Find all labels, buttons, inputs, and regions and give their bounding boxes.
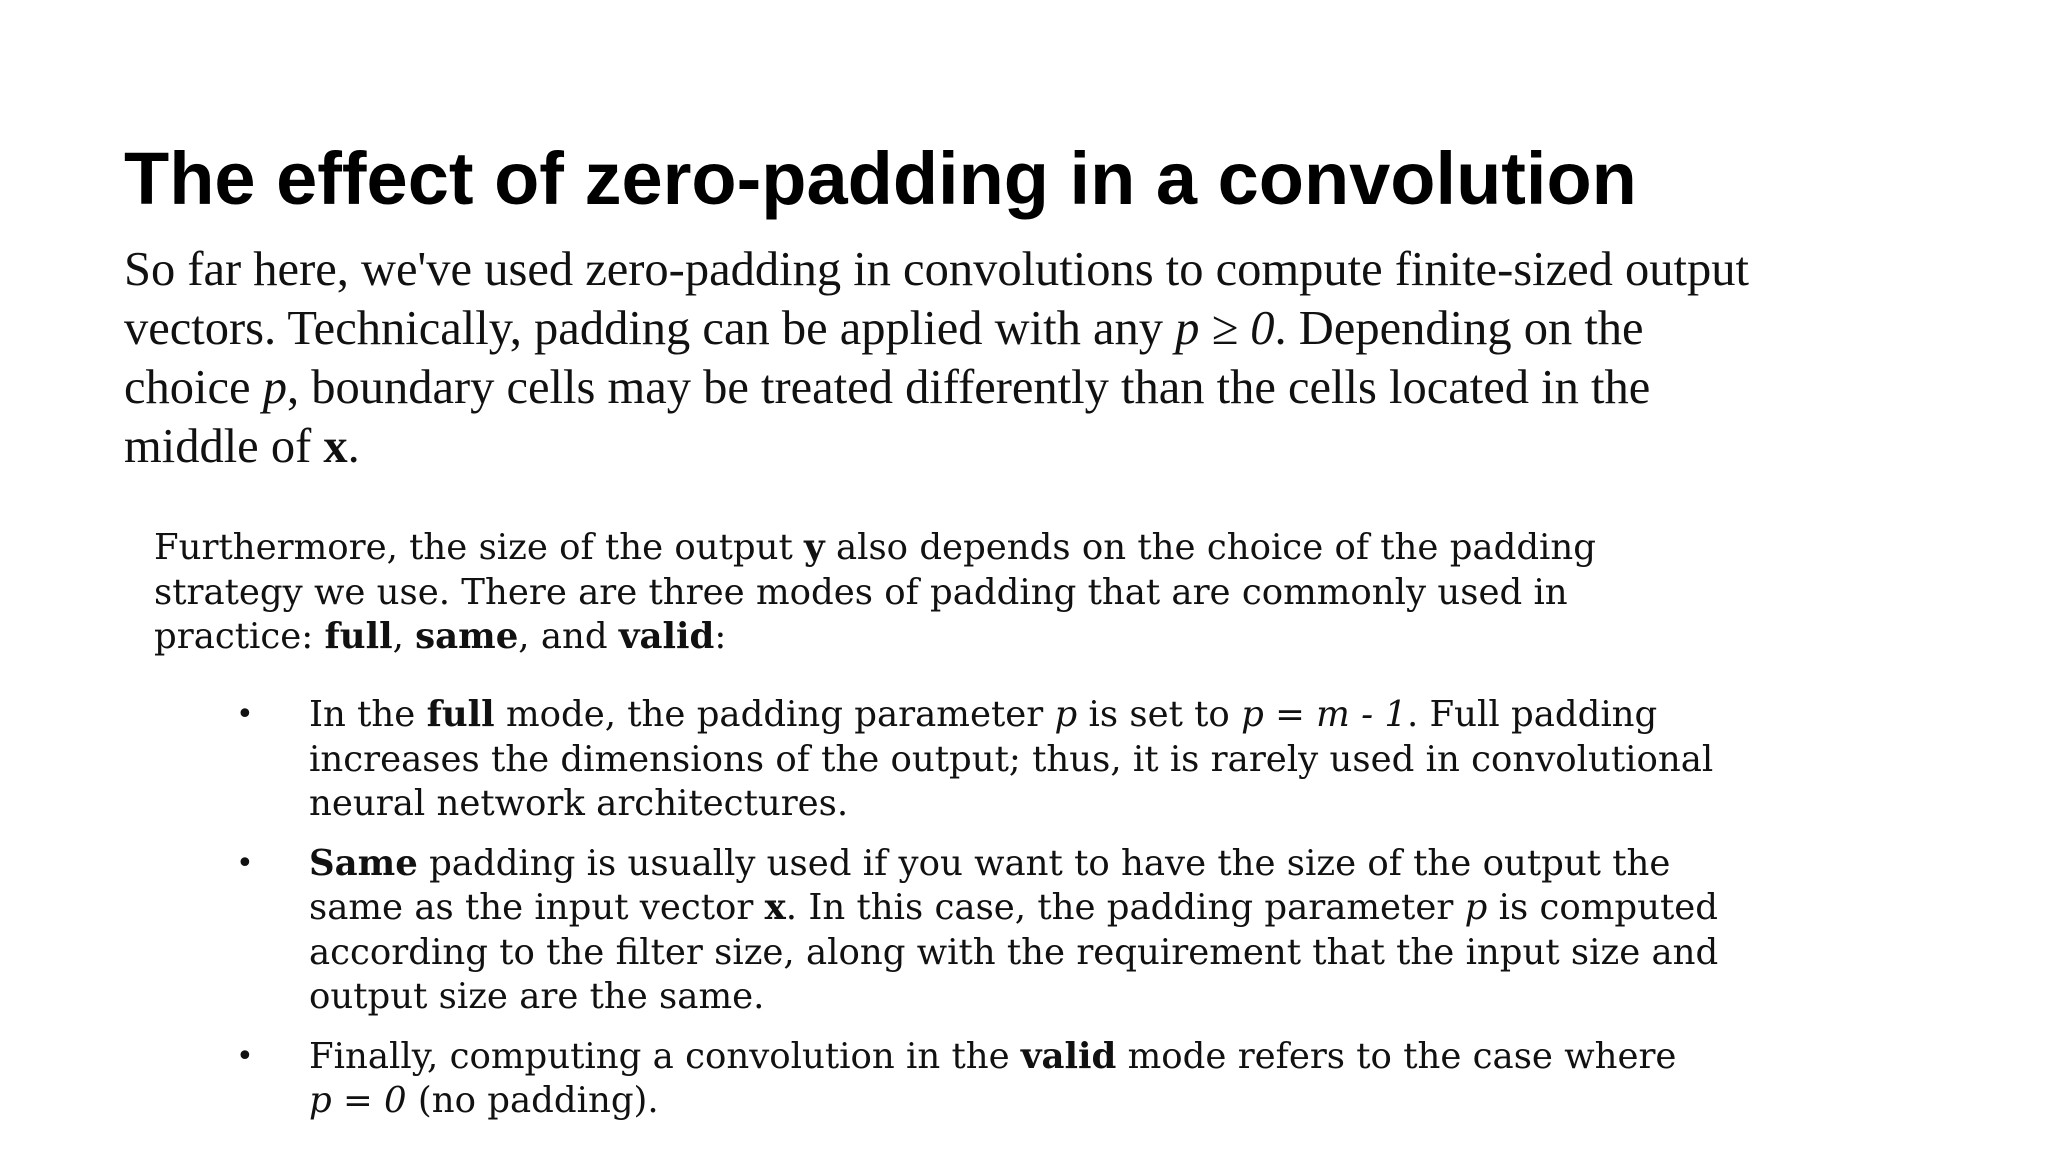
intro-line-3: choice p, boundary cells may be treated differently than the cells located in the [124,361,1651,414]
variable-p: p [262,361,287,414]
bullet-icon: • [236,1038,254,1074]
full-padding-equation: p = m - 1 [1241,694,1407,735]
padding-modes-list [154,693,1718,1139]
mode-full-label: full [324,616,393,657]
intro-paragraph [124,240,2004,476]
excerpt-paragraph: Furthermore, the size of the output y also depends on the choice of the padding strategy we use. There are three modes of padding that are commonly used in practice: full, same, and valid: [154,527,1596,657]
list-item-same-mode: • Same padding is usually used if you want to have the size of the output the same as the input vector x. In this case, the padding parameter p is computed according to the filter size, along with the requirement that the input size and output size are the same. [236,842,1719,1017]
mode-valid-label: valid [618,616,715,657]
list-item-valid-mode: • Finally, computing a convolution in the valid mode refers to the case where p = 0 (no padding). [236,1035,1677,1121]
bullet-icon: • [236,697,254,732]
bullet-icon: • [236,845,254,881]
intro-line-4: middle of x. [124,420,360,473]
valid-padding-equation: p = 0 [309,1080,407,1121]
list-item-full-mode: • In the full mode, the padding parameter p is set to p = m - 1. Full padding increases the dimensions of the output; thus, it is rarely used in convolutional neural network architectures. [236,694,1714,824]
mode-same-label: same [415,616,519,657]
book-excerpt [154,526,1994,1121]
slide-title: The effect of zero-padding in a convolution [124,137,1637,220]
padding-condition-math: p ≥ 0 [1175,302,1275,355]
intro-line-1: So far here, we've used zero-padding in convolutions to compute finite-sized output [124,243,1749,296]
vector-x: x [323,420,348,473]
vector-y: y [804,527,825,568]
intro-line-2: vectors. Technically, padding can be applied with any p ≥ 0. Depending on the [124,302,1644,355]
